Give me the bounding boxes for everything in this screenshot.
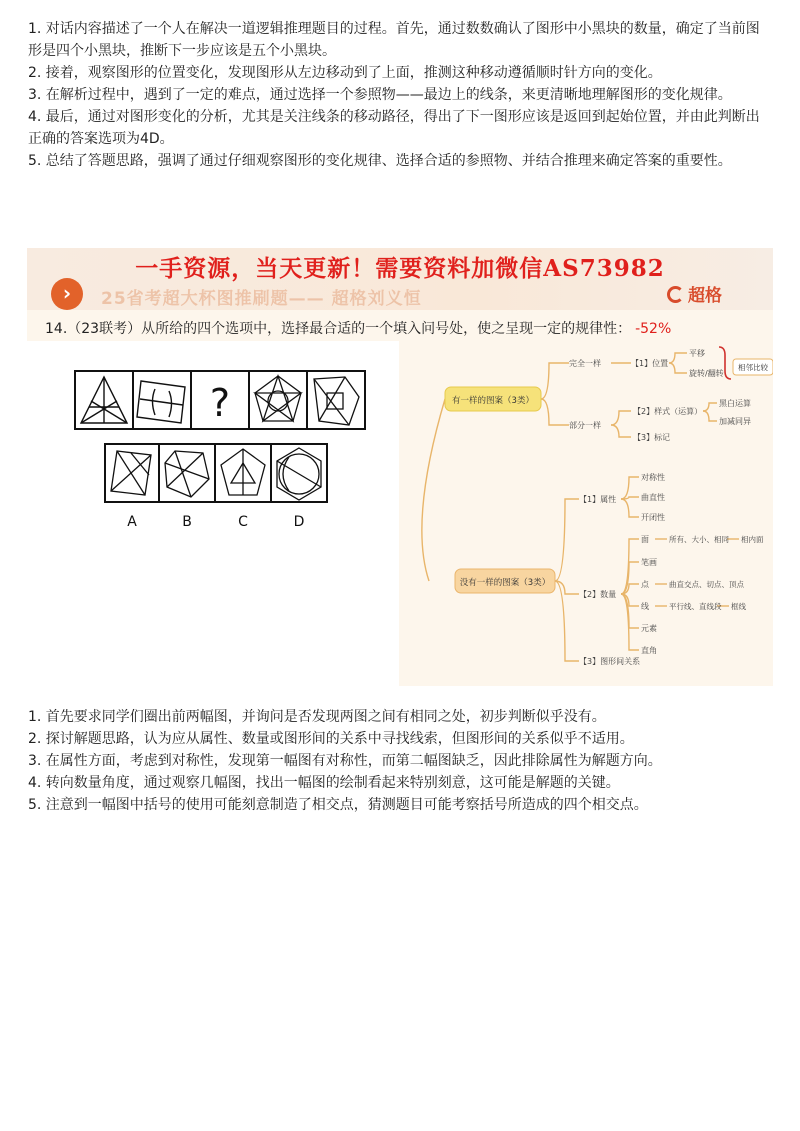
node-rotate-flip: 旋转/翻转	[689, 369, 724, 378]
node-line: 线	[641, 602, 649, 611]
node-relative-compare-label: 相邻比较	[738, 363, 768, 372]
question-stem: 14.（23联考）从所给的四个选项中，选择最合适的一个填入问号处，使之呈现一定的规律性：	[45, 321, 632, 337]
option-figure-b[interactable]	[159, 444, 215, 502]
node-style: 【2】样式（运算）	[633, 407, 703, 416]
node-quantity: 【2】数量	[579, 590, 617, 599]
node-face-detail: 所有、大小、相同	[669, 535, 729, 544]
arrow-right-icon: ›	[51, 278, 83, 310]
summary-bottom-item-5: 5. 注意到一幅图中括号的使用可能刻意制造了相交点，猜测题目可能考察括号所造成的四个相交点。	[28, 797, 648, 813]
summary-top-item-3: 3. 在解析过程中，遇到了一定的难点，通过选择一个参照物——最边上的线条，来更清晰地理解图形的变化规律。	[28, 87, 732, 103]
puzzle-figure-panel	[27, 341, 399, 686]
node-bw-calc: 黑白运算	[719, 399, 751, 408]
course-watermark-title: 25省考超大杯图推刷题—— 超格刘义恒	[101, 289, 422, 309]
node-openness: 开闭性	[641, 513, 665, 522]
node-angle: 直角	[641, 646, 657, 655]
question-text	[45, 318, 671, 338]
summary-bottom-item-2: 2. 探讨解题思路，认为应从属性、数量或图形间的关系中寻找线索，但图形间的关系似乎不适用。	[28, 731, 634, 747]
node-symmetry: 对称性	[641, 473, 665, 482]
node-translate: 平移	[689, 349, 705, 358]
node-point: 点	[641, 580, 649, 589]
node-attribute: 【1】属性	[579, 495, 617, 504]
mind-map-panel	[399, 341, 773, 686]
promo-banner-text: 一手资源，当天更新！需要资料加微信AS73982	[135, 255, 665, 282]
summary-top	[28, 18, 772, 172]
summary-top-item-2: 2. 接着，观察图形的位置变化，发现图形从左边移动到了上面，推测这种移动遵循顺时针方向的变化。	[28, 65, 662, 81]
option-label-b: B	[182, 514, 192, 530]
node-complete-same: 完全一样	[569, 359, 601, 368]
node-face: 面	[641, 535, 649, 544]
node-stroke: 笔画	[641, 558, 657, 567]
summary-top-item-5: 5. 总结了答题思路，强调了通过仔细观察图形的变化规律、选择合适的参照物、并结合推理来确定答案的重要性。	[28, 153, 732, 169]
option-label-d: D	[293, 514, 305, 530]
question-error-rate: -52%	[635, 321, 672, 337]
node-point-detail: 曲直交点、切点、顶点	[669, 580, 744, 589]
node-perimeter: 框线	[731, 602, 746, 611]
summary-bottom-item-1: 1. 首先要求同学们圈出前两幅图，并询问是否发现两图之间有相同之处，初步判断似乎没有。	[28, 709, 606, 725]
summary-top-item-1: 1. 对话内容描述了一个人在解决一道逻辑推理题目的过程。首先，通过数数确认了图形中小黑块的数量，确定了当前图形是四个小黑块，推断下一步应该是五个小黑块。	[28, 21, 760, 59]
summary-top-item-4: 4. 最后，通过对图形变化的分析，尤其是关注线条的移动路径，得出了下一图形应该是返回到起始位置，并由此判断出正确的答案选项为4D。	[28, 109, 760, 147]
node-element: 元素	[641, 624, 657, 633]
summary-bottom	[28, 706, 772, 816]
node-branch2-label: 没有一样的图案（3类）	[459, 578, 551, 588]
node-curvature: 曲直性	[641, 493, 665, 502]
brand-g-icon	[667, 286, 684, 303]
node-inner-face: 相内面	[741, 535, 764, 544]
option-label-a: A	[127, 514, 137, 530]
puzzle-figure	[27, 341, 399, 686]
node-partial-same: 部分一样	[569, 421, 601, 430]
question-figure-5	[307, 371, 365, 429]
question-figure-4	[249, 371, 307, 429]
question-mark: ?	[209, 381, 231, 425]
node-mark: 【3】标记	[633, 433, 671, 442]
node-line-detail: 平行线、直线段	[669, 602, 722, 611]
summary-bottom-item-4: 4. 转向数量角度，通过观察几幅图，找出一幅图的绘制看起来特别刻意，这可能是解题的关键。	[28, 775, 620, 791]
node-branch1-label: 有一样的图案（3类）	[452, 396, 534, 406]
brand-logo	[667, 281, 722, 306]
summary-bottom-item-3: 3. 在属性方面，考虑到对称性，发现第一幅图有对称性，而第二幅图缺乏，因此排除属性为解题方向。	[28, 753, 662, 769]
brand-name: 超格	[688, 286, 722, 306]
option-label-c: C	[238, 514, 248, 530]
lecture-slide-screenshot	[27, 248, 773, 686]
node-between: 【3】图形间关系	[579, 657, 641, 666]
mind-map	[399, 341, 773, 686]
node-add-diff: 加减同异	[719, 417, 751, 426]
node-position: 【1】位置	[631, 359, 669, 368]
